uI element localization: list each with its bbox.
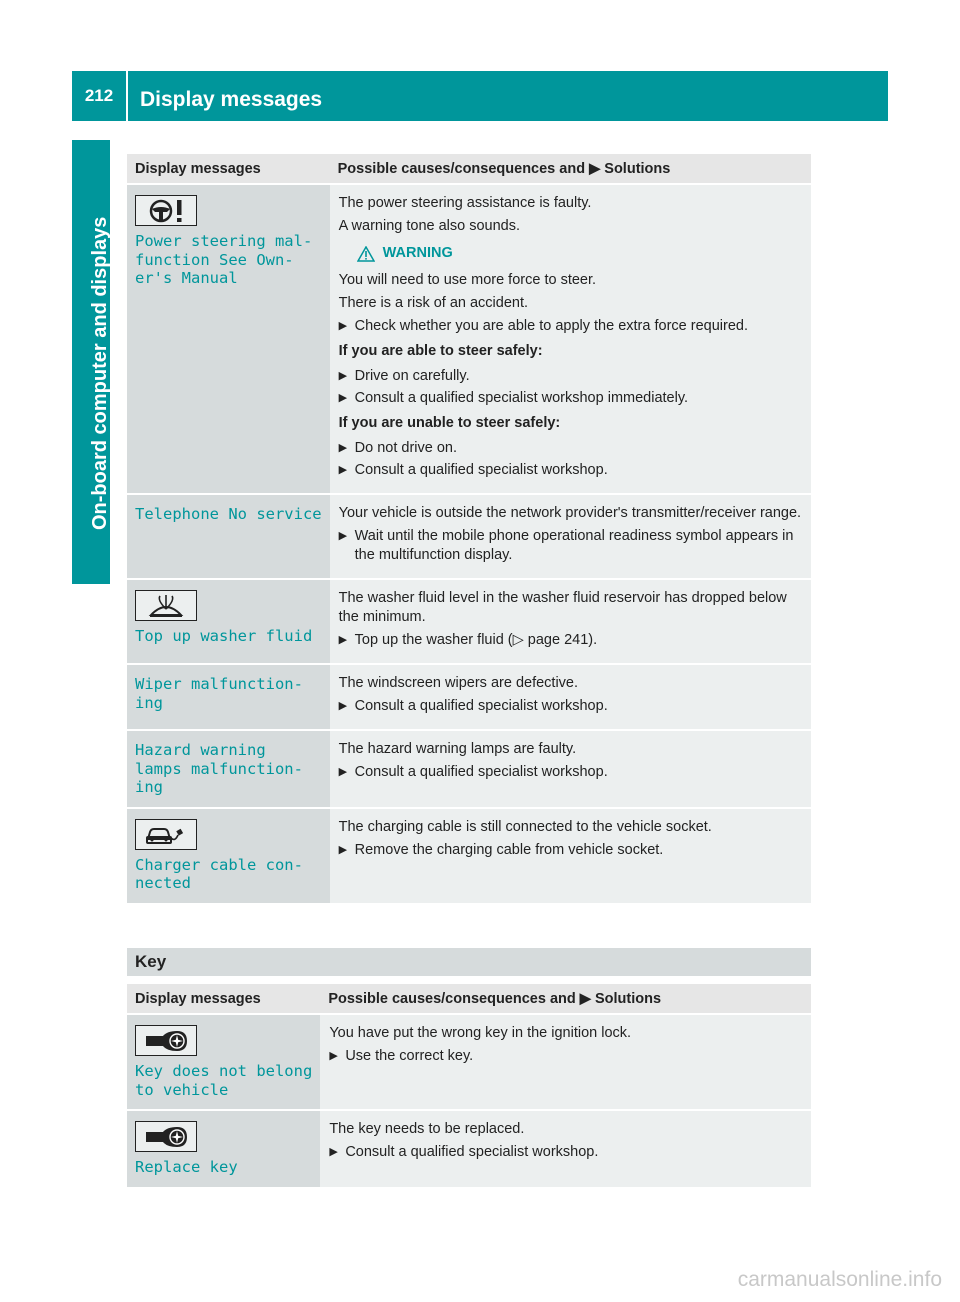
message-cell — [127, 184, 330, 494]
step-arrow-icon: ▶ — [338, 843, 348, 856]
column-header-messages: Display messages — [127, 154, 330, 184]
display-message-text: Telephone No service — [135, 505, 322, 523]
message-cell — [127, 494, 330, 579]
table-row — [127, 1014, 811, 1110]
causes-cell — [320, 1014, 811, 1110]
step-arrow-icon: ▶ — [338, 530, 348, 542]
message-cell — [127, 808, 330, 904]
message-cell — [127, 664, 330, 730]
solution-step — [339, 697, 803, 716]
step-text: Use the correct key. — [345, 1048, 474, 1064]
header-divider — [126, 71, 128, 121]
step-arrow-icon: ▶ — [338, 392, 348, 404]
solutions-arrow-icon: ▶ — [589, 161, 601, 177]
step-text: Check whether you are able to apply the extra force required. — [354, 318, 748, 334]
solution-step — [339, 389, 803, 408]
display-message-text: Hazard warning lamps malfunction- ing — [135, 741, 303, 796]
watermark: carmanualsonline.info — [737, 1268, 942, 1291]
table-row — [127, 184, 811, 494]
step-arrow-icon: ▶ — [338, 634, 348, 646]
display-messages-table — [127, 154, 811, 905]
step-arrow-icon: ▶ — [329, 1146, 338, 1158]
step-arrow-icon: ▶ — [338, 442, 348, 454]
steering-wheel-exclamation-icon — [135, 195, 197, 226]
step-arrow-icon: ▶ — [338, 700, 348, 712]
table-row — [127, 730, 811, 808]
table-header-row — [127, 984, 811, 1014]
display-message-text: Key does not belong to vehicle — [135, 1062, 313, 1099]
message-cell — [127, 1110, 320, 1188]
step-arrow-icon: ▶ — [338, 370, 348, 382]
step-text: Do not drive on. — [354, 440, 458, 456]
step-text: Top up the washer fluid (▷ page 241). — [354, 632, 598, 648]
step-arrow-icon: ▶ — [338, 464, 348, 476]
causes-cell — [330, 494, 811, 579]
step-text: Wait until the mobile phone operational readiness symbol appears in the multifunction display. — [354, 528, 794, 563]
solution-step — [339, 317, 803, 336]
cause-text: Your vehicle is outside the network provider's transmitter/receiver range. — [338, 505, 802, 521]
causes-cell — [320, 1110, 811, 1188]
display-message-text: Power steering mal- function See Own- er's Manual — [135, 232, 313, 287]
warning-text: You will need to use more force to steer. — [338, 272, 597, 288]
warning-text: There is a risk of an accident. — [338, 295, 529, 311]
solution-step — [329, 1047, 803, 1066]
column-header-causes-text: Possible causes/consequences and — [337, 161, 586, 177]
key-fob-icon — [135, 1121, 197, 1152]
display-message-text: Replace key — [135, 1158, 238, 1176]
section-heading-key: Key — [127, 948, 811, 976]
column-header-messages: Display messages — [127, 984, 320, 1014]
causes-cell — [330, 730, 811, 808]
page-title: Display messages — [140, 88, 323, 111]
warning-label: WARNING — [382, 245, 453, 261]
solution-step — [339, 367, 803, 386]
cause-text: The power steering assistance is faulty. — [338, 195, 592, 211]
solutions-arrow-icon: ▶ — [579, 991, 591, 1007]
solution-step — [339, 527, 803, 565]
step-arrow-icon: ▶ — [338, 766, 348, 778]
solution-step — [339, 631, 803, 650]
step-text: Consult a qualified specialist workshop immediately. — [354, 390, 689, 406]
table-header-row — [127, 154, 811, 184]
cause-text: The key needs to be replaced. — [329, 1121, 525, 1137]
cause-text: The hazard warning lamps are faulty. — [338, 741, 577, 757]
cause-text: The windscreen wipers are defective. — [338, 675, 579, 691]
key-fob-icon — [135, 1025, 197, 1056]
cause-text: A warning tone also sounds. — [338, 218, 521, 234]
solution-step — [339, 439, 803, 458]
column-header-causes — [320, 984, 811, 1014]
message-cell — [127, 1014, 320, 1110]
causes-cell — [330, 579, 811, 664]
cause-text: You have put the wrong key in the ignition lock. — [329, 1025, 632, 1041]
causes-cell — [330, 808, 811, 904]
solution-step — [339, 763, 803, 782]
step-text: Drive on carefully. — [354, 368, 470, 384]
washer-fluid-icon — [135, 590, 197, 621]
causes-cell — [330, 664, 811, 730]
column-header-causes-text: Possible causes/consequences and — [328, 991, 576, 1007]
display-message-text: Wiper malfunction- ing — [135, 675, 303, 712]
table-row — [127, 1110, 811, 1188]
column-header-causes — [330, 154, 811, 184]
warning-triangle-icon — [357, 246, 375, 262]
warning-notice — [357, 244, 803, 263]
step-text: Consult a qualified specialist workshop. — [354, 764, 608, 780]
column-header-solutions-text: Solutions — [604, 161, 671, 177]
step-arrow-icon: ▶ — [338, 320, 348, 332]
table-row — [127, 579, 811, 664]
solution-step — [329, 1143, 803, 1162]
cause-text: The washer fluid level in the washer fluid reservoir has dropped below the minimum. — [338, 590, 787, 625]
causes-cell — [330, 184, 811, 494]
side-tab-label: On-board computer and displays — [89, 216, 111, 530]
table-row — [127, 494, 811, 579]
step-text: Consult a qualified specialist workshop. — [354, 698, 608, 714]
key-messages-table — [127, 984, 811, 1189]
message-cell — [127, 730, 330, 808]
step-text: Remove the charging cable from vehicle socket. — [354, 841, 664, 858]
display-message-text: Charger cable con- nected — [135, 855, 303, 892]
table-row — [127, 808, 811, 904]
table-row — [127, 664, 811, 730]
page-number: 212 — [84, 86, 114, 105]
solution-step — [339, 841, 803, 860]
subheading: If you are able to steer safely: — [338, 343, 543, 359]
subheading: If you are unable to steer safely: — [338, 415, 561, 431]
display-message-text: Top up washer fluid — [135, 627, 313, 645]
step-text: Consult a qualified specialist workshop. — [354, 462, 608, 478]
step-text: Consult a qualified specialist workshop. — [345, 1144, 599, 1160]
car-charging-plug-icon — [135, 819, 197, 850]
column-header-solutions-text: Solutions — [594, 991, 662, 1007]
cause-text: The charging cable is still connected to the vehicle socket. — [338, 818, 712, 835]
step-arrow-icon: ▶ — [329, 1050, 338, 1062]
solution-step — [339, 461, 803, 480]
message-cell — [127, 579, 330, 664]
